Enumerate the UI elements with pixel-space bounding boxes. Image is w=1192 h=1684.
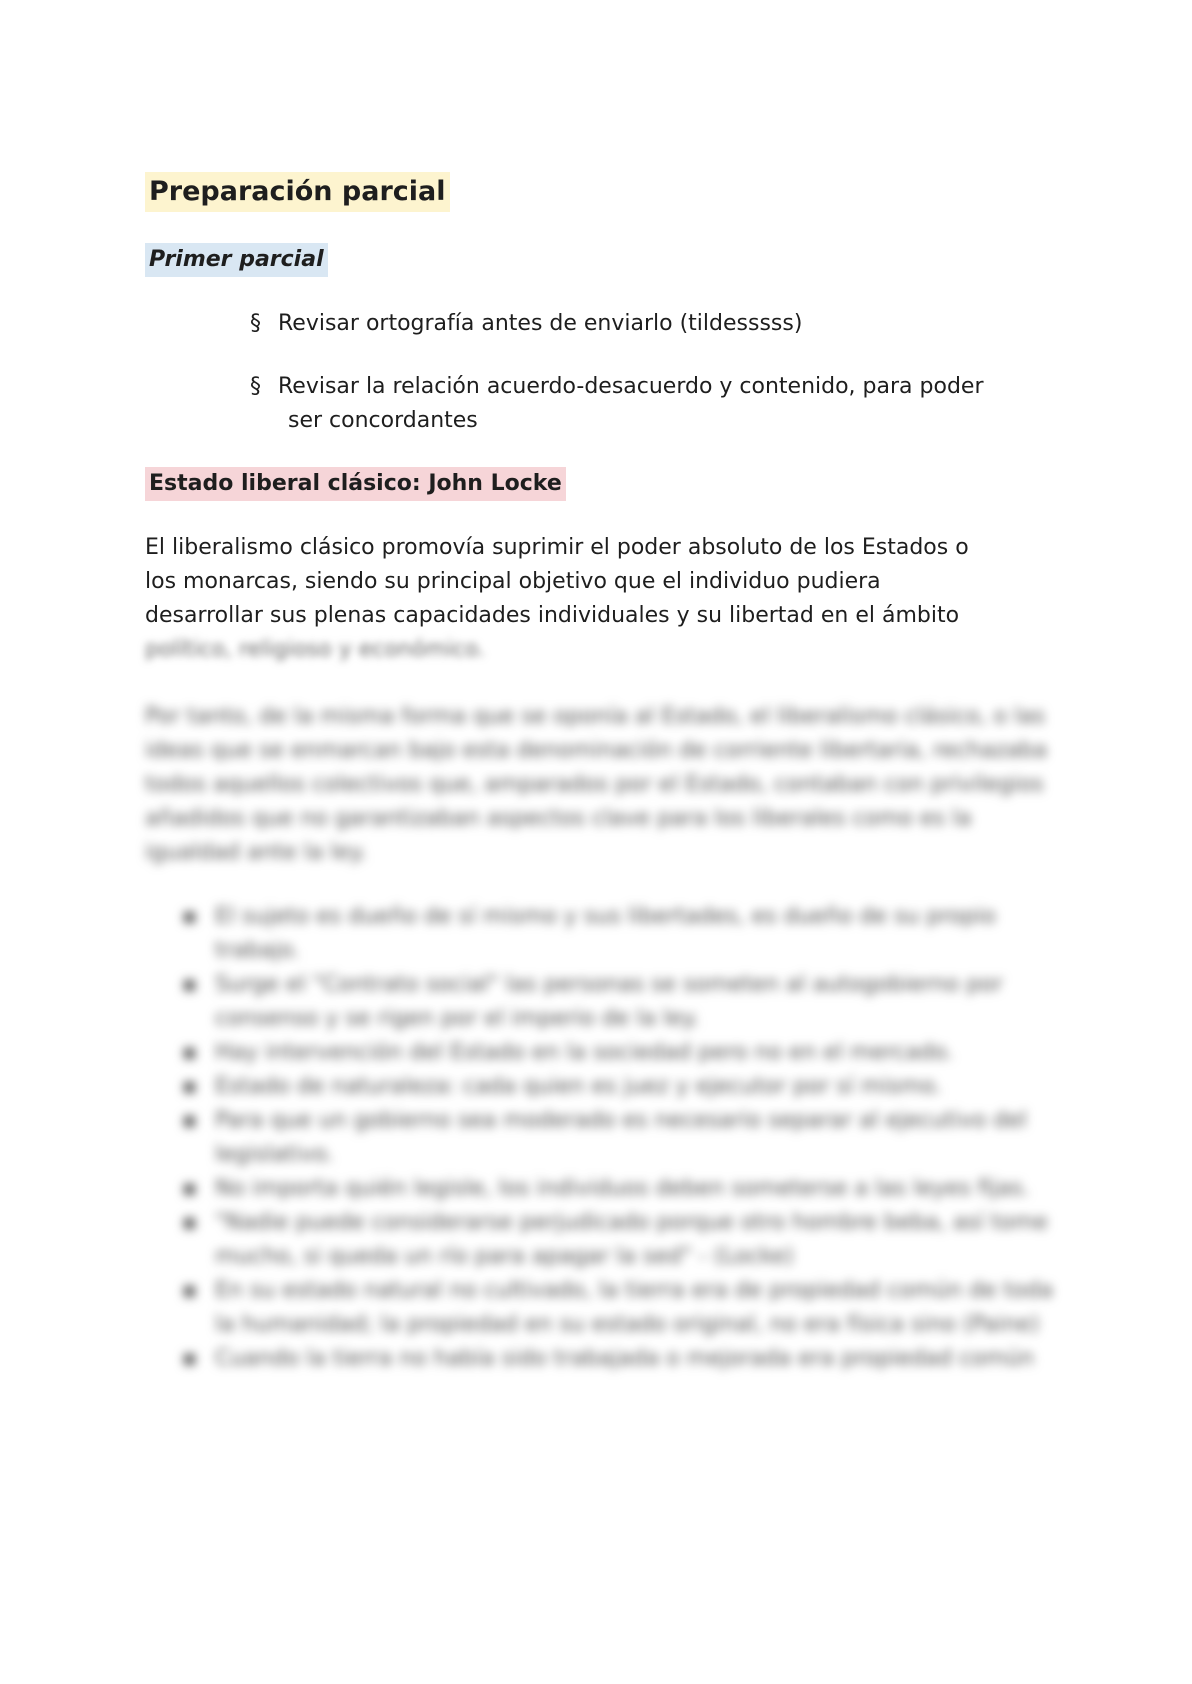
intro-paragraph xyxy=(145,531,1065,663)
paragraph-line: los monarcas, siendo su principal objetivo que el individuo pudiera xyxy=(145,569,881,594)
paragraph-line-blurred: político, religioso y económico. xyxy=(145,637,485,662)
section-sign-icon: § xyxy=(250,311,261,336)
list-item-text: El sujeto es dueño de sí mismo y sus libertades, es dueño de su propio trabajo. xyxy=(215,904,996,963)
bullet-icon: ▪ xyxy=(182,1040,197,1065)
tip-text: Revisar la relación acuerdo-desacuerdo y contenido, para poder xyxy=(278,374,984,399)
bullet-icon: ▪ xyxy=(182,1108,197,1133)
bullet-icon: ▪ xyxy=(182,1074,197,1099)
tips-list xyxy=(250,307,1080,467)
blurred-paragraph: Por tanto, de la misma forma que se oponía al Estado, el liberalismo clásico, o las ideas que se enmarcan bajo esta denominación de corriente libertaria, rechazaba todos aquellos colectivos que, amparados por el Estado, contaban con privilegios añadidos que no garantizaban aspectos clave para los liberales como es la igualdad ante la ley. xyxy=(145,704,1048,865)
page-title: Preparación parcial xyxy=(145,172,450,212)
tip-text: Revisar ortografía antes de enviarlo (tildesssss) xyxy=(278,311,803,336)
bullet-icon: ▪ xyxy=(182,1176,197,1201)
list-item-text: "Nadie puede considerarse perjudicado porque otro hombre beba, así tome mucho, si queda un río para apagar la sed" - (Locke) xyxy=(215,1210,1048,1269)
list-item xyxy=(170,1172,1070,1206)
paragraph-line: desarrollar sus plenas capacidades individuales y su libertad en el ámbito xyxy=(145,603,960,628)
list-item-text: Hay intervención del Estado en la sociedad pero no en el mercado. xyxy=(215,1040,954,1065)
tip-item xyxy=(250,307,1080,341)
list-item xyxy=(170,900,1070,968)
bullet-icon: ▪ xyxy=(182,1210,197,1235)
list-item-text: Estado de naturaleza: cada quien es juez y ejecutor por sí mismo. xyxy=(215,1074,942,1099)
section-sign-icon: § xyxy=(250,374,261,399)
section-subtitle: Primer parcial xyxy=(145,243,328,277)
list-item-text: Cuando la tierra no había sido trabajada o mejorada era propiedad común xyxy=(215,1346,1035,1371)
bullet-icon: ▪ xyxy=(182,904,197,929)
bullet-icon: ▪ xyxy=(182,1346,197,1371)
list-item xyxy=(170,1342,1070,1376)
paragraph-line: El liberalismo clásico promovía suprimir el poder absoluto de los Estados o xyxy=(145,535,969,560)
list-item xyxy=(170,1274,1070,1342)
list-item xyxy=(170,1070,1070,1104)
list-item xyxy=(170,968,1070,1036)
blurred-bullet-list xyxy=(170,900,1070,1376)
tip-item xyxy=(250,370,1080,438)
list-item-text: No importa quién legisle, los individuos deben someterse a las leyes fijas. xyxy=(215,1176,1030,1201)
bullet-icon: ▪ xyxy=(182,972,197,997)
list-item xyxy=(170,1104,1070,1172)
list-item-text: Surge el "Contrato social" las personas se someten al autogobierno por consenso y se rigen por el imperio de la ley. xyxy=(215,972,1003,1031)
list-item xyxy=(170,1036,1070,1070)
list-item-text: En su estado natural no cultivado, la tierra era de propiedad común de toda la humanidad; la propiedad en su estado original, no era física sino (Paine) xyxy=(215,1278,1054,1337)
bullet-icon: ▪ xyxy=(182,1278,197,1303)
section-heading: Estado liberal clásico: John Locke xyxy=(145,467,566,501)
tip-text-continuation: ser concordantes xyxy=(288,408,478,433)
list-item xyxy=(170,1206,1070,1274)
list-item-text: Para que un gobierno sea moderado es necesario separar al ejecutivo del legislativo. xyxy=(215,1108,1027,1167)
